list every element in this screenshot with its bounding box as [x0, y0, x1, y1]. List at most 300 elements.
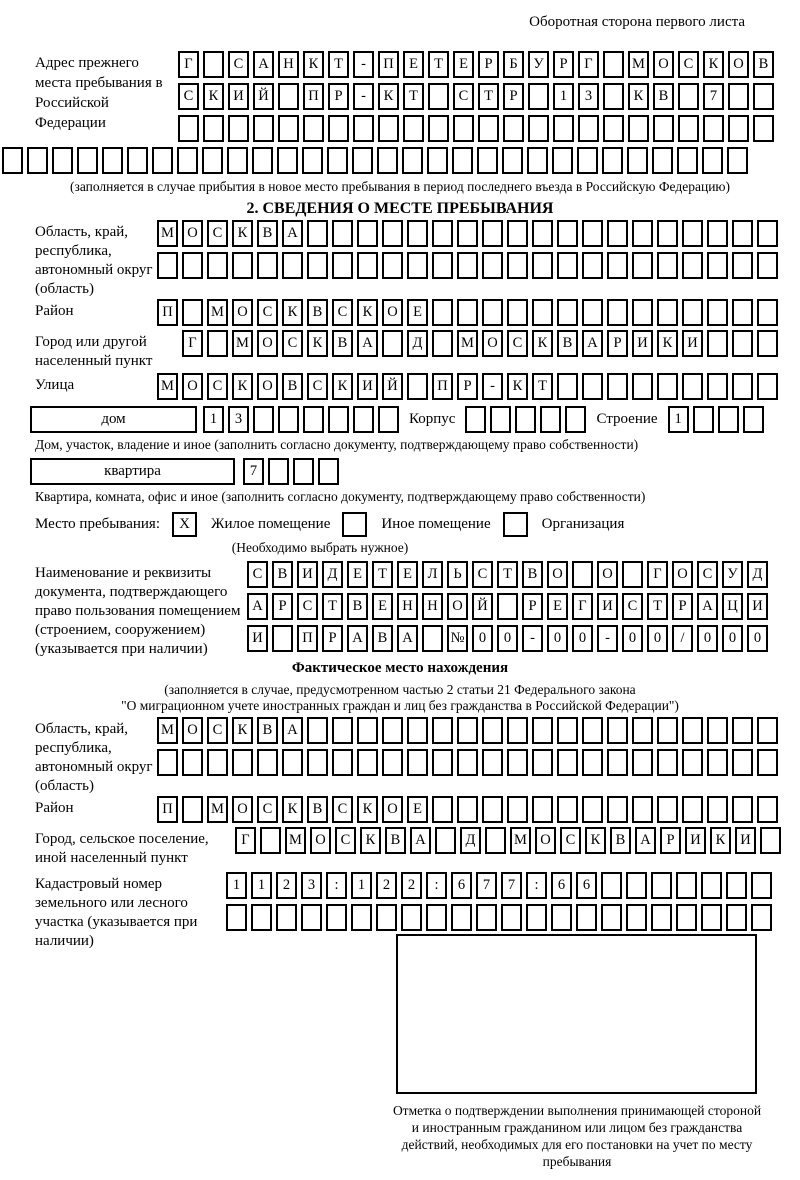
char-cell: Т — [328, 51, 349, 78]
char-cell: С — [257, 796, 278, 823]
char-cell: К — [332, 373, 353, 400]
char-cell: С — [247, 561, 268, 588]
char-cell: О — [232, 796, 253, 823]
char-cell — [678, 83, 699, 110]
char-cell — [428, 115, 449, 142]
char-cell: 0 — [497, 625, 518, 652]
char-cell: - — [597, 625, 618, 652]
char-cell: В — [347, 593, 368, 620]
field-rayon-actual — [35, 796, 800, 823]
char-cell — [457, 796, 478, 823]
char-cell: А — [253, 51, 274, 78]
char-cell: С — [697, 561, 718, 588]
char-cell — [707, 330, 728, 357]
char-cell: В — [557, 330, 578, 357]
char-cell: В — [372, 625, 393, 652]
char-cell: Е — [403, 51, 424, 78]
char-cell — [482, 220, 503, 247]
char-cell — [507, 299, 528, 326]
char-cell — [582, 373, 603, 400]
char-cell — [157, 252, 178, 279]
char-cell — [601, 904, 622, 931]
char-cell — [657, 299, 678, 326]
char-cell: П — [297, 625, 318, 652]
char-cell: К — [232, 220, 253, 247]
char-cell — [477, 147, 498, 174]
char-cell — [428, 83, 449, 110]
char-cell: Р — [607, 330, 628, 357]
char-cell: А — [635, 827, 656, 854]
char-cell: 1 — [226, 872, 247, 899]
char-cell — [576, 904, 597, 931]
char-cell: К — [585, 827, 606, 854]
char-cell — [282, 252, 303, 279]
char-cell — [127, 147, 148, 174]
char-cell — [743, 406, 764, 433]
char-cell: Ц — [722, 593, 743, 620]
char-cell — [757, 796, 778, 823]
house-box: дом — [30, 406, 197, 433]
char-cell — [476, 904, 497, 931]
char-cell — [501, 904, 522, 931]
char-cell: Т — [428, 51, 449, 78]
char-cell: В — [307, 299, 328, 326]
char-cell — [526, 904, 547, 931]
char-cell: О — [728, 51, 749, 78]
char-cell — [582, 299, 603, 326]
char-cell — [257, 252, 278, 279]
char-cell — [407, 220, 428, 247]
document-row-2 — [247, 593, 768, 620]
char-cell — [632, 717, 653, 744]
char-cell: 6 — [576, 872, 597, 899]
registration-stamp-note: Отметка о подтверждении выполнения принимающей стороной и иностранным гражданином или лицом без гражданства действий, необходимых для его постановки на учет по месту пребывания — [392, 1103, 762, 1169]
char-cell: Е — [407, 299, 428, 326]
char-cell — [427, 147, 448, 174]
char-cell — [678, 115, 699, 142]
char-cell: В — [610, 827, 631, 854]
char-cell: С — [453, 83, 474, 110]
char-cell — [202, 147, 223, 174]
char-cell: А — [410, 827, 431, 854]
char-cell: К — [360, 827, 381, 854]
char-cell — [582, 220, 603, 247]
gorod-actual-label: Город, сельское поселение, иной населенный пункт — [35, 831, 209, 866]
char-cell: У — [528, 51, 549, 78]
cadastre-row-1 — [226, 872, 772, 899]
char-cell: О — [482, 330, 503, 357]
char-cell: И — [685, 827, 706, 854]
char-cell — [432, 252, 453, 279]
char-cell — [453, 115, 474, 142]
char-cell: 7 — [501, 872, 522, 899]
char-cell: И — [682, 330, 703, 357]
char-cell: Е — [453, 51, 474, 78]
char-cell — [651, 904, 672, 931]
char-cell — [2, 147, 23, 174]
char-cell — [607, 299, 628, 326]
char-cell: Т — [403, 83, 424, 110]
char-cell — [632, 252, 653, 279]
char-cell — [307, 749, 328, 776]
char-cell: Р — [322, 625, 343, 652]
char-cell — [757, 330, 778, 357]
char-cell: 2 — [376, 872, 397, 899]
char-cell: Ь — [447, 561, 468, 588]
char-cell — [257, 749, 278, 776]
char-cell — [357, 749, 378, 776]
field-gorod — [35, 330, 800, 371]
apartment-note: Квартира, комната, офис и иное (заполнить согласно документу, подтверждающему право собственности) — [35, 489, 646, 504]
char-cell — [515, 406, 536, 433]
char-cell — [732, 330, 753, 357]
oblast-row-2 — [157, 252, 778, 279]
char-cell — [626, 904, 647, 931]
char-cell: Т — [478, 83, 499, 110]
char-cell — [457, 299, 478, 326]
char-cell — [226, 904, 247, 931]
char-cell — [751, 872, 772, 899]
char-cell — [682, 252, 703, 279]
gorod-actual-row — [235, 827, 781, 854]
char-cell — [607, 252, 628, 279]
char-cell: А — [347, 625, 368, 652]
char-cell — [227, 147, 248, 174]
char-cell: Д — [747, 561, 768, 588]
char-cell — [157, 749, 178, 776]
char-cell: О — [232, 299, 253, 326]
char-cell — [707, 252, 728, 279]
char-cell: Р — [478, 51, 499, 78]
char-cell: Т — [372, 561, 393, 588]
char-cell: О — [257, 330, 278, 357]
rayon-label: Район — [35, 303, 74, 319]
char-cell: С — [678, 51, 699, 78]
char-cell: О — [447, 593, 468, 620]
char-cell — [177, 147, 198, 174]
char-cell: Р — [457, 373, 478, 400]
char-cell — [352, 147, 373, 174]
cadastre-row-2 — [226, 904, 772, 931]
char-cell — [582, 796, 603, 823]
char-cell — [657, 796, 678, 823]
char-cell — [551, 904, 572, 931]
char-cell — [732, 373, 753, 400]
house-row — [30, 406, 800, 433]
char-cell: С — [207, 220, 228, 247]
char-cell: О — [310, 827, 331, 854]
rayon-actual-row — [157, 796, 778, 823]
char-cell — [102, 147, 123, 174]
char-cell: 3 — [578, 83, 599, 110]
char-cell — [557, 252, 578, 279]
char-cell: Г — [647, 561, 668, 588]
char-cell — [502, 147, 523, 174]
char-cell: С — [282, 330, 303, 357]
char-cell: 0 — [697, 625, 718, 652]
char-cell: М — [157, 220, 178, 247]
char-cell — [401, 904, 422, 931]
char-cell — [607, 373, 628, 400]
prev-address-grid — [178, 51, 774, 142]
char-cell: Р — [522, 593, 543, 620]
char-cell — [277, 147, 298, 174]
char-cell: В — [257, 220, 278, 247]
char-cell — [553, 115, 574, 142]
char-cell — [303, 406, 324, 433]
char-cell — [482, 796, 503, 823]
char-cell — [751, 904, 772, 931]
char-cell — [701, 904, 722, 931]
field-ownership-document — [35, 561, 800, 657]
field-oblast — [35, 220, 800, 299]
char-cell — [582, 717, 603, 744]
char-cell — [452, 147, 473, 174]
field-ulitsa — [35, 373, 800, 400]
char-cell: С — [178, 83, 199, 110]
char-cell — [328, 406, 349, 433]
char-cell: 0 — [647, 625, 668, 652]
ulitsa-label: Улица — [35, 377, 75, 393]
char-cell: / — [672, 625, 693, 652]
char-cell — [632, 220, 653, 247]
char-cell: А — [357, 330, 378, 357]
char-cell — [182, 796, 203, 823]
char-cell — [432, 220, 453, 247]
char-cell: Е — [347, 561, 368, 588]
char-cell: В — [522, 561, 543, 588]
char-cell — [282, 749, 303, 776]
char-cell — [435, 827, 456, 854]
char-cell: Е — [407, 796, 428, 823]
char-cell — [657, 717, 678, 744]
char-cell — [565, 406, 586, 433]
char-cell — [728, 115, 749, 142]
char-cell: П — [378, 51, 399, 78]
char-cell — [178, 115, 199, 142]
apartment-row — [30, 458, 800, 485]
char-cell — [607, 220, 628, 247]
char-cell: П — [432, 373, 453, 400]
char-cell: О — [547, 561, 568, 588]
char-cell: М — [457, 330, 478, 357]
char-cell: Й — [382, 373, 403, 400]
char-cell — [732, 252, 753, 279]
char-cell: 6 — [451, 872, 472, 899]
char-cell — [527, 147, 548, 174]
field-rayon — [35, 299, 800, 326]
char-cell — [532, 749, 553, 776]
actual-location-note-2: "О миграционном учете иностранных граждан и лиц без гражданства в Российской Федерации") — [121, 698, 679, 713]
char-cell — [572, 561, 593, 588]
prev-address-row-4 — [2, 147, 800, 174]
char-cell — [232, 252, 253, 279]
apartment-box: квартира — [30, 458, 235, 485]
char-cell — [332, 749, 353, 776]
char-cell: : — [326, 872, 347, 899]
char-cell — [727, 147, 748, 174]
document-row-3 — [247, 625, 768, 652]
char-cell: К — [532, 330, 553, 357]
char-cell: В — [282, 373, 303, 400]
char-cell — [182, 252, 203, 279]
char-cell — [507, 796, 528, 823]
char-cell — [77, 147, 98, 174]
char-cell — [607, 749, 628, 776]
char-cell — [207, 749, 228, 776]
place-type-label: Место пребывания: — [35, 516, 160, 532]
char-cell — [626, 872, 647, 899]
char-cell: П — [157, 299, 178, 326]
char-cell — [252, 147, 273, 174]
char-cell — [152, 147, 173, 174]
prev-address-section — [35, 51, 800, 142]
char-cell — [228, 115, 249, 142]
char-cell: 6 — [551, 872, 572, 899]
char-cell — [503, 115, 524, 142]
char-cell — [582, 252, 603, 279]
char-cell: К — [657, 330, 678, 357]
char-cell — [251, 904, 272, 931]
checkbox-organization[interactable] — [503, 512, 528, 537]
char-cell — [407, 373, 428, 400]
char-cell: К — [628, 83, 649, 110]
char-cell: Д — [407, 330, 428, 357]
char-cell: С — [207, 373, 228, 400]
char-cell — [578, 115, 599, 142]
char-cell — [52, 147, 73, 174]
char-cell — [657, 252, 678, 279]
oblast-label: Область, край, республика, автономный округ (область) — [35, 224, 153, 297]
char-cell: К — [232, 373, 253, 400]
char-cell — [757, 373, 778, 400]
char-cell — [407, 749, 428, 776]
char-cell — [353, 406, 374, 433]
checkbox-other-premises[interactable] — [342, 512, 367, 537]
char-cell — [482, 749, 503, 776]
char-cell: К — [303, 51, 324, 78]
char-cell: И — [597, 593, 618, 620]
char-cell — [757, 717, 778, 744]
rayon-actual-label: Район — [35, 800, 74, 816]
char-cell: И — [247, 625, 268, 652]
char-cell: Г — [235, 827, 256, 854]
char-cell — [507, 749, 528, 776]
char-cell — [532, 796, 553, 823]
char-cell: В — [332, 330, 353, 357]
char-cell: Р — [328, 83, 349, 110]
char-cell: Б — [503, 51, 524, 78]
char-cell — [682, 373, 703, 400]
char-cell — [707, 299, 728, 326]
char-cell — [707, 796, 728, 823]
char-cell: 2 — [401, 872, 422, 899]
char-cell — [653, 115, 674, 142]
char-cell — [182, 299, 203, 326]
char-cell: Н — [278, 51, 299, 78]
char-cell — [632, 796, 653, 823]
char-cell — [426, 904, 447, 931]
char-cell: И — [747, 593, 768, 620]
char-cell: Е — [397, 561, 418, 588]
char-cell: - — [482, 373, 503, 400]
char-cell — [432, 796, 453, 823]
char-cell: О — [182, 717, 203, 744]
oblast-actual-row-1 — [157, 717, 778, 744]
char-cell — [701, 872, 722, 899]
char-cell — [457, 749, 478, 776]
char-cell — [207, 252, 228, 279]
char-cell — [707, 373, 728, 400]
char-cell: К — [703, 51, 724, 78]
char-cell — [432, 330, 453, 357]
stroenie-label: Строение — [596, 411, 658, 427]
char-cell — [682, 749, 703, 776]
prev-address-label: Адрес прежнего места пребывания в Российской Федерации — [35, 55, 163, 131]
char-cell — [328, 115, 349, 142]
char-cell — [326, 904, 347, 931]
char-cell: Е — [372, 593, 393, 620]
char-cell — [457, 220, 478, 247]
char-cell — [603, 83, 624, 110]
char-cell: И — [632, 330, 653, 357]
char-cell — [203, 51, 224, 78]
char-cell: С — [472, 561, 493, 588]
option-other-premises-label: Иное помещение — [381, 516, 491, 532]
char-cell — [457, 717, 478, 744]
char-cell: О — [182, 220, 203, 247]
char-cell: П — [303, 83, 324, 110]
char-cell: 0 — [722, 625, 743, 652]
char-cell — [353, 115, 374, 142]
char-cell: С — [335, 827, 356, 854]
char-cell — [402, 147, 423, 174]
char-cell: Д — [460, 827, 481, 854]
char-cell — [482, 299, 503, 326]
char-cell — [732, 717, 753, 744]
char-cell: 1 — [203, 406, 224, 433]
char-cell — [532, 299, 553, 326]
char-cell — [528, 83, 549, 110]
char-cell — [728, 83, 749, 110]
char-cell — [357, 252, 378, 279]
field-oblast-actual — [35, 717, 800, 796]
char-cell: Е — [547, 593, 568, 620]
char-cell — [732, 796, 753, 823]
checkbox-residential[interactable]: X — [172, 512, 197, 537]
actual-location-title: Фактическое место нахождения — [291, 660, 509, 676]
char-cell: П — [157, 796, 178, 823]
char-cell — [732, 299, 753, 326]
char-cell — [603, 115, 624, 142]
char-cell — [278, 115, 299, 142]
char-cell — [657, 220, 678, 247]
char-cell — [757, 749, 778, 776]
char-cell — [232, 749, 253, 776]
char-cell — [253, 406, 274, 433]
char-cell — [422, 625, 443, 652]
ownership-document-label: Наименование и реквизиты документа, подтверждающего право пользования помещением (строением, сооружением) (указывается при наличии) — [35, 565, 241, 657]
char-cell — [382, 749, 403, 776]
char-cell: О — [182, 373, 203, 400]
place-type-note: (Необходимо выбрать нужное) — [231, 540, 409, 555]
char-cell — [757, 299, 778, 326]
char-cell — [557, 299, 578, 326]
char-cell: 3 — [228, 406, 249, 433]
char-cell — [652, 147, 673, 174]
char-cell — [276, 904, 297, 931]
char-cell: М — [157, 717, 178, 744]
